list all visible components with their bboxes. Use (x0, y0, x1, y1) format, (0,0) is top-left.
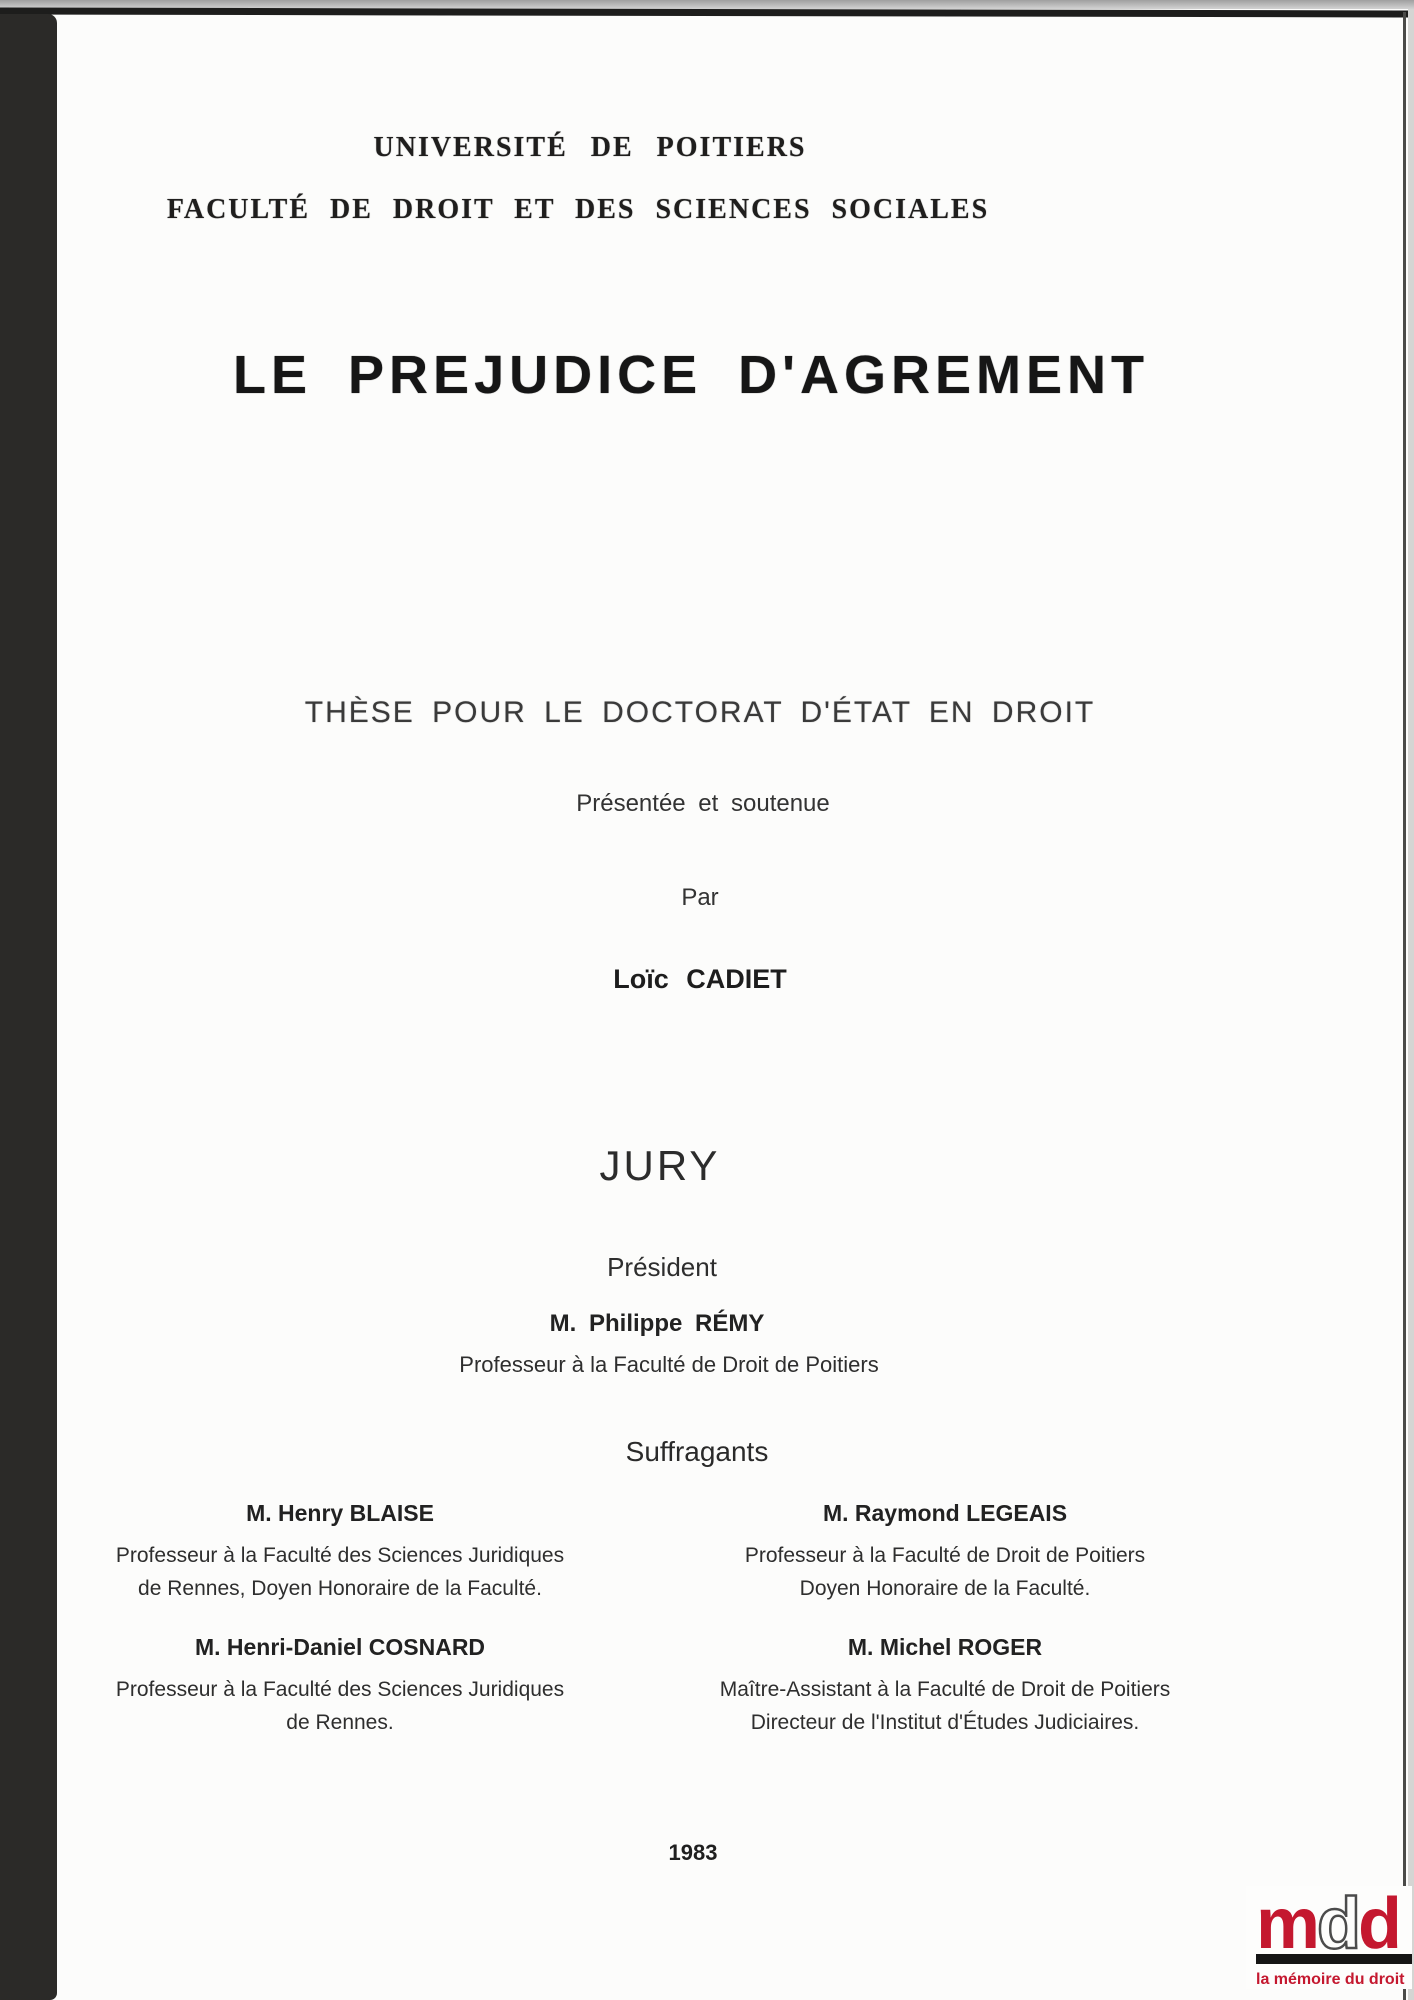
binding-strip (0, 14, 57, 2000)
jury-heading: JURY (599, 1142, 721, 1189)
university-name: UNIVERSITÉ DE POITIERS (373, 132, 807, 163)
suffragants-label: Suffragants (625, 1436, 769, 1467)
page-right-edge (1403, 12, 1406, 2000)
jury-member-name: M. Michel ROGER (847, 1634, 1043, 1660)
jury-member-title-line: Doyen Honoraire de la Faculté. (799, 1577, 1091, 1600)
presented-line: Présentée et soutenue (576, 790, 830, 817)
faculty-name: FACULTÉ DE DROIT ET DES SCIENCES SOCIALES (166, 194, 990, 225)
publication-year: 1983 (668, 1840, 718, 1865)
mdd-logo-tagline: la mémoire du droit (1256, 1971, 1405, 1988)
jury-member-cosnard (60, 1634, 620, 1739)
mdd-logo-letter-m: m (1256, 1884, 1318, 1964)
jury-member-title-line: de Rennes, Doyen Honoraire de la Faculté. (138, 1577, 542, 1600)
thesis-title: LE PREJUDICE D'AGREMENT (233, 345, 1149, 405)
jury-member-title-line: Maître-Assistant à la Faculté de Droit de Poitiers (719, 1678, 1171, 1701)
jury-member-blaise (60, 1500, 620, 1605)
president-title: Professeur à la Faculté de Droit de Poitiers (459, 1352, 879, 1377)
mdd-logo-letter-d: d (1358, 1884, 1399, 1964)
mdd-logo-letters (1246, 1886, 1412, 1962)
jury-member-name: M. Henry BLAISE (246, 1500, 434, 1526)
scan-edge-right (1408, 9, 1414, 2000)
jury-member-title-line: de Rennes. (286, 1711, 394, 1734)
jury-member-title-line: Professeur à la Faculté de Droit de Poitiers (744, 1544, 1146, 1567)
author-name: Loïc CADIET (613, 964, 787, 994)
jury-member-title-line: Directeur de l'Institut d'Études Judiciaires. (750, 1711, 1140, 1734)
mdd-logo (1246, 1886, 1412, 1989)
page-top-edge (0, 8, 1414, 18)
thesis-degree-line: THÈSE POUR LE DOCTORAT D'ÉTAT EN DROIT (304, 696, 1096, 729)
jury-member-roger (665, 1634, 1225, 1739)
president-label: Président (607, 1252, 717, 1282)
jury-member-name: M. Henri-Daniel COSNARD (194, 1634, 486, 1660)
mdd-logo-letter-d-outline: d (1317, 1884, 1359, 1964)
jury-member-legeais (665, 1500, 1225, 1605)
jury-member-title-line: Professeur à la Faculté des Sciences Juridiques (115, 1544, 565, 1567)
jury-member-name: M. Raymond LEGEAIS (822, 1500, 1068, 1526)
president-name: M. Philippe RÉMY (549, 1310, 765, 1337)
by-label: Par (681, 884, 719, 911)
jury-member-title-line: Professeur à la Faculté des Sciences Juridiques (115, 1678, 565, 1701)
